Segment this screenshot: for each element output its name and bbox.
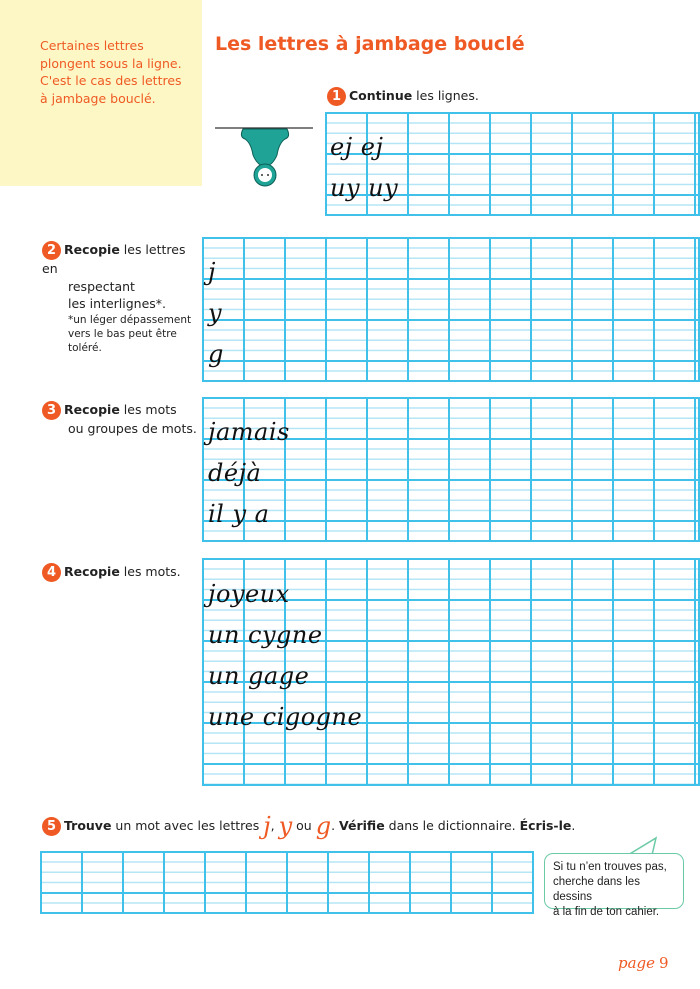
model-line: uy uy (330, 174, 399, 202)
model-line: ej ej (330, 133, 384, 161)
instruction-text: les lignes. (412, 88, 479, 103)
exercise-number-badge: 2 (42, 241, 61, 260)
instruction-text: , (270, 818, 279, 833)
model-word: déjà (208, 459, 262, 487)
exercise-4-instruction (42, 563, 181, 582)
exercise-3-instruction (42, 401, 202, 438)
highlight-letter: j (263, 812, 271, 840)
writing-grid-2[interactable] (202, 237, 700, 382)
instruction-text: les lettres en (42, 242, 186, 276)
exercise-number-badge: 1 (327, 87, 346, 106)
mascot-upside-down-icon (215, 125, 315, 195)
intro-line: Certaines lettres (40, 38, 144, 53)
hint-line: cherche dans les dessins (553, 876, 640, 903)
page-number (618, 954, 669, 972)
intro-line: C'est le cas des lettres (40, 73, 182, 88)
model-word: un cygne (208, 621, 323, 649)
instruction-verb: Recopie (64, 242, 120, 257)
instruction-text: les mots (119, 402, 177, 417)
highlight-letter: y (278, 812, 293, 840)
highlight-letter: g (315, 812, 332, 840)
intro-panel (0, 0, 202, 186)
exercise-5-instruction: 5 Trouve un mot avec les lettres j, y ou g. Vérifie dans le dictionnaire. Écris-le. (42, 817, 575, 836)
instruction-text: les interlignes*. (68, 296, 167, 311)
intro-line: à jambage bouclé. (40, 90, 156, 106)
model-word: jamais (208, 418, 290, 446)
intro-line: plongent sous la ligne. (40, 55, 182, 71)
footnote-line: vers le bas peut être (68, 327, 177, 340)
instruction-text: ou groupes de mots. (68, 421, 197, 436)
instruction-verb: Vérifie (339, 818, 385, 833)
exercise-number-badge: 4 (42, 563, 61, 582)
model-word: une cigogne (208, 703, 363, 731)
model-letter: g (208, 340, 224, 368)
instruction-verb: Trouve (64, 818, 112, 833)
exercise-number-badge: 5 (42, 817, 61, 836)
exercise-2-instruction (42, 241, 202, 355)
page-value: 9 (659, 954, 669, 972)
model-word: un gage (208, 662, 310, 690)
page-label: page (618, 954, 656, 972)
exercise-1-instruction (327, 87, 479, 106)
model-word: joyeux (208, 580, 290, 608)
instruction-text: les mots. (119, 564, 181, 579)
instruction-verb: Continue (349, 88, 413, 103)
footnote-line: *un léger dépassement (68, 313, 192, 326)
footnote-line: toléré. (68, 341, 102, 354)
hint-line: à la fin de ton cahier. (553, 906, 660, 918)
instruction-text: respectant (68, 278, 135, 294)
instruction-text: ou (292, 818, 316, 833)
instruction-text: dans le dictionnaire. (384, 818, 520, 833)
writing-grid-5[interactable] (40, 851, 534, 914)
hint-speech-bubble (544, 853, 684, 918)
footnote (42, 313, 202, 355)
model-word: il y a (208, 500, 270, 528)
hint-line: Si tu n’en trouves pas, (553, 861, 667, 873)
model-letter: y (208, 299, 223, 327)
exercise-number-badge: 3 (42, 401, 61, 420)
page-title: Les lettres à jambage bouclé (215, 33, 525, 55)
instruction-verb: Recopie (64, 564, 120, 579)
intro-text (40, 37, 200, 107)
instruction-verb: Recopie (64, 402, 120, 417)
instruction-text: un mot avec les lettres (111, 818, 264, 833)
model-letter: j (208, 258, 216, 286)
instruction-text: . (571, 818, 576, 833)
instruction-verb: Écris-le (519, 818, 572, 833)
